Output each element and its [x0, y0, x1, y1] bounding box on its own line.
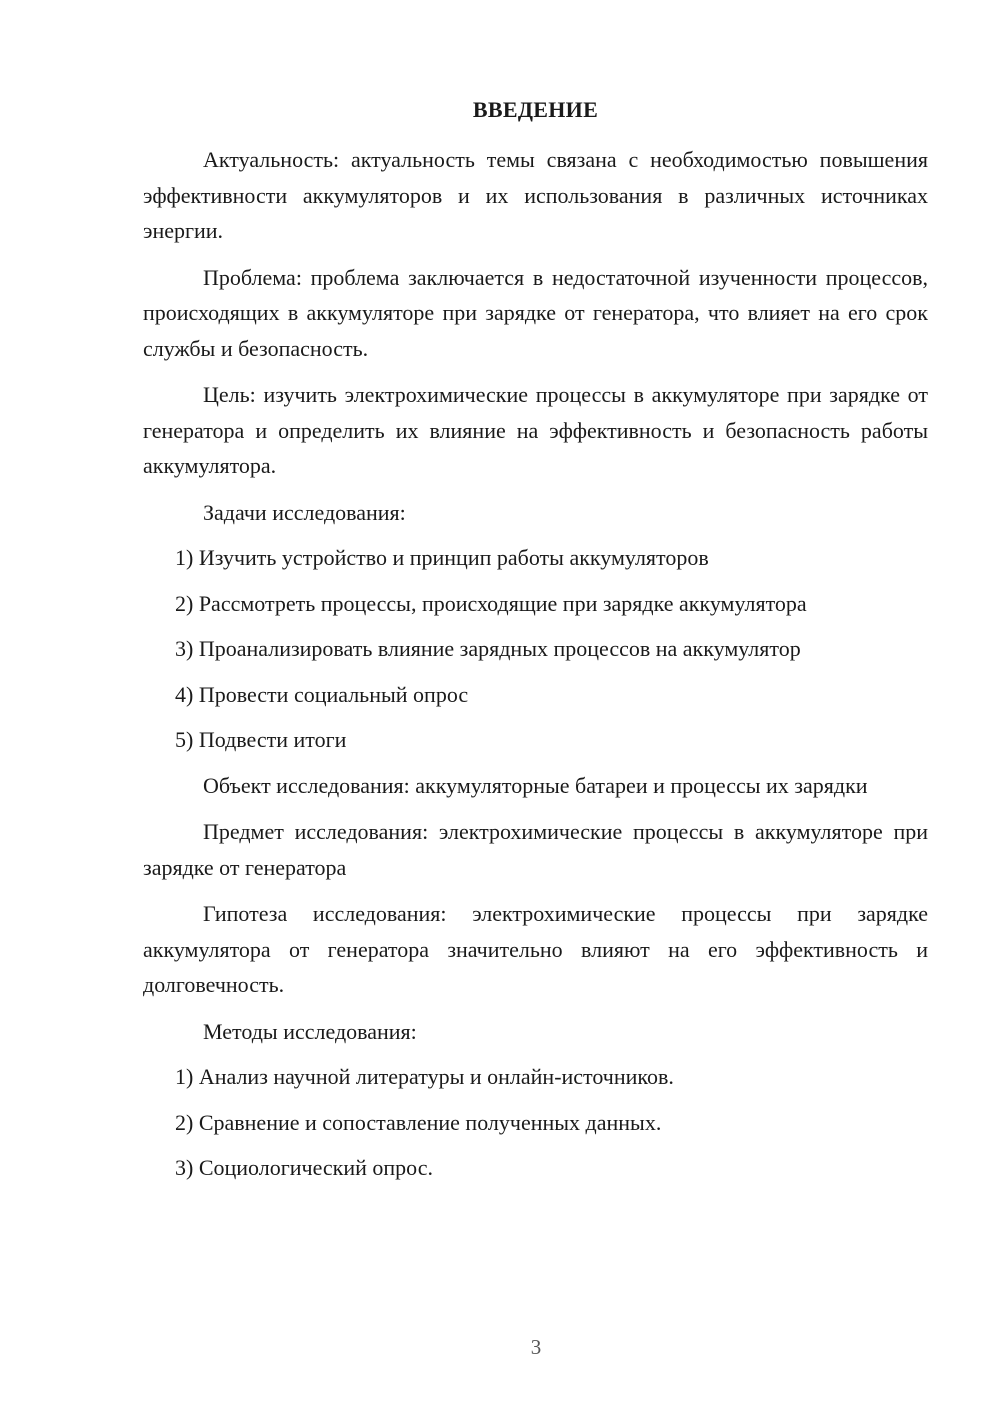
goal-paragraph: Цель: изучить электрохимические процессы в аккумуляторе при зарядке от генератора и определить их влияние на эффективность и безопасность работы аккумулятора.	[143, 382, 928, 478]
hypothesis-paragraph: Гипотеза исследования: электрохимические процессы при зарядке аккумулятора от генератора значительно влияют на его эффективность и долговечность.	[143, 901, 928, 997]
methods-list	[143, 1059, 928, 1186]
subject-paragraph: Предмет исследования: электрохимические процессы в аккумуляторе при зарядке от генератора	[143, 819, 928, 880]
list-item: 1) Изучить устройство и принцип работы аккумуляторов	[175, 545, 709, 570]
tasks-list	[143, 540, 928, 758]
page-title: ВВЕДЕНИЕ	[472, 97, 599, 122]
tasks-heading: Задачи исследования:	[203, 499, 406, 525]
list-item: 3) Социологический опрос.	[175, 1155, 433, 1180]
list-item: 4) Провести социальный опрос	[175, 681, 469, 707]
problem-paragraph: Проблема: проблема заключается в недостаточной изученности процессов, происходящих в аккумуляторе при зарядке от генератора, что влияет на его срок службы и безопасность.	[143, 264, 928, 361]
list-item: 3) Проанализировать влияние зарядных процессов на аккумулятор	[175, 636, 801, 661]
methods-heading: Методы исследования:	[203, 1018, 417, 1044]
list-item: 1) Анализ научной литературы и онлайн-источников.	[175, 1064, 674, 1089]
page-number: 3	[530, 1335, 542, 1359]
list-item: 2) Рассмотреть процессы, происходящие при зарядке аккумулятора	[175, 590, 807, 616]
relevance-paragraph: Актуальность: актуальность темы связана с необходимостью повышения эффективности аккумуляторов и их использования в различных источниках энергии.	[143, 147, 928, 243]
list-item: 5) Подвести итоги	[175, 727, 347, 752]
list-item: 2) Сравнение и сопоставление полученных данных.	[175, 1109, 662, 1135]
object-paragraph: Объект исследования: аккумуляторные батареи и процессы их зарядки	[203, 772, 868, 798]
document-page	[143, 92, 928, 1196]
